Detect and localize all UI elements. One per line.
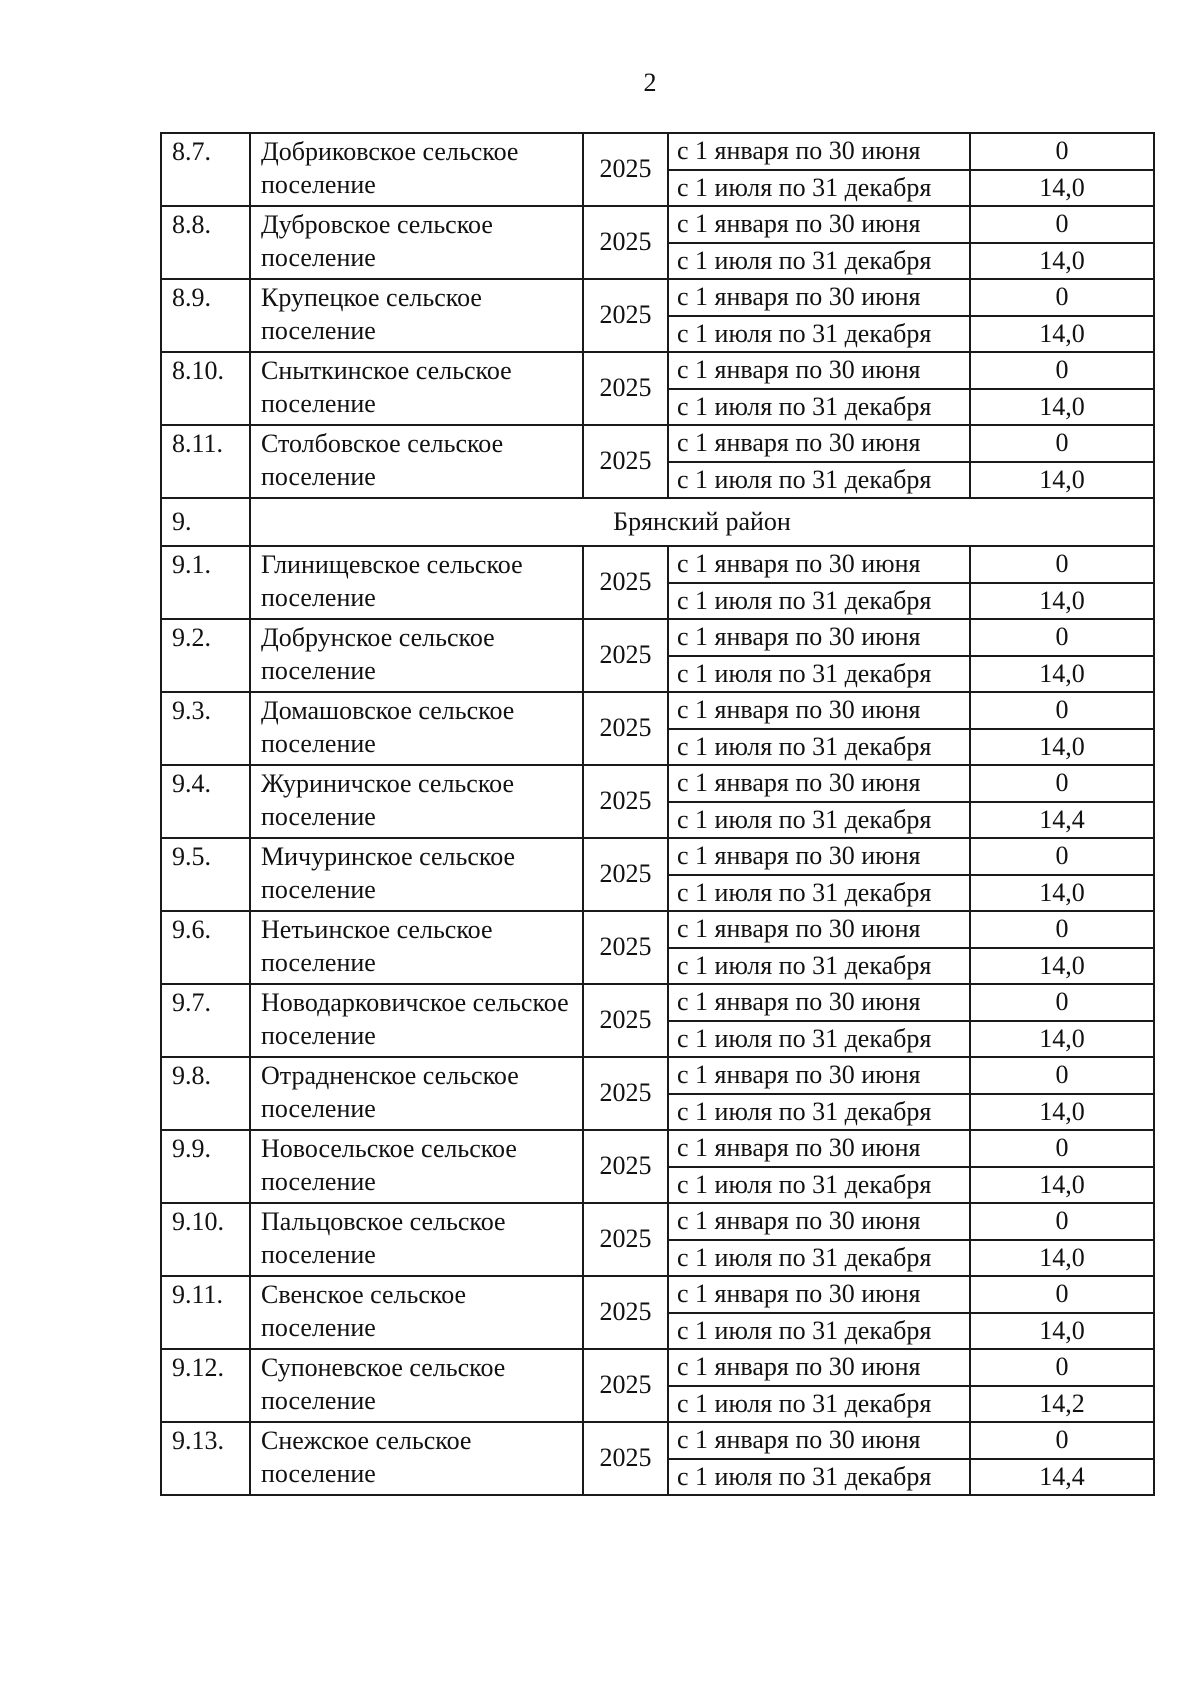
year-cell: 2025 (583, 133, 668, 206)
year-cell: 2025 (583, 279, 668, 352)
rate-second-half: 14,0 (970, 1167, 1154, 1204)
period-second-half: с 1 июля по 31 декабря (668, 802, 970, 839)
table-row (161, 765, 1154, 802)
row-number: 9.9. (161, 1130, 250, 1203)
settlement-name: Глинищевское сельское поселение (250, 546, 583, 619)
table-row (161, 692, 1154, 729)
rate-second-half: 14,0 (970, 1240, 1154, 1277)
rate-second-half: 14,0 (970, 462, 1154, 499)
period-second-half: с 1 июля по 31 декабря (668, 1167, 970, 1204)
row-number: 8.8. (161, 206, 250, 279)
period-second-half: с 1 июля по 31 декабря (668, 1240, 970, 1277)
period-second-half: с 1 июля по 31 декабря (668, 656, 970, 693)
rate-second-half: 14,0 (970, 729, 1154, 766)
tariff-table-body (161, 133, 1154, 1495)
table-row (161, 1422, 1154, 1459)
row-number: 9.7. (161, 984, 250, 1057)
table-row (161, 984, 1154, 1021)
rate-first-half: 0 (970, 1130, 1154, 1167)
district-row (161, 498, 1154, 546)
period-second-half: с 1 июля по 31 декабря (668, 1313, 970, 1350)
settlement-name: Столбовское сельское поселение (250, 425, 583, 498)
table-row (161, 1130, 1154, 1167)
year-cell: 2025 (583, 1276, 668, 1349)
year-cell: 2025 (583, 1130, 668, 1203)
table-row (161, 352, 1154, 389)
period-first-half: с 1 января по 30 июня (668, 911, 970, 948)
year-cell: 2025 (583, 838, 668, 911)
period-second-half: с 1 июля по 31 декабря (668, 1459, 970, 1496)
settlement-name: Снежское сельское поселение (250, 1422, 583, 1495)
period-second-half: с 1 июля по 31 декабря (668, 243, 970, 280)
district-name: Брянский район (250, 498, 1154, 546)
table-row (161, 279, 1154, 316)
table-row (161, 546, 1154, 583)
period-first-half: с 1 января по 30 июня (668, 765, 970, 802)
rate-second-half: 14,0 (970, 656, 1154, 693)
period-first-half: с 1 января по 30 июня (668, 838, 970, 875)
row-number: 8.10. (161, 352, 250, 425)
year-cell: 2025 (583, 1203, 668, 1276)
settlement-name: Домашовское сельское поселение (250, 692, 583, 765)
row-number: 9.1. (161, 546, 250, 619)
period-second-half: с 1 июля по 31 декабря (668, 1021, 970, 1058)
page-number: 2 (643, 68, 657, 97)
period-first-half: с 1 января по 30 июня (668, 352, 970, 389)
year-cell: 2025 (583, 1349, 668, 1422)
period-first-half: с 1 января по 30 июня (668, 206, 970, 243)
rate-first-half: 0 (970, 206, 1154, 243)
period-first-half: с 1 января по 30 июня (668, 425, 970, 462)
period-first-half: с 1 января по 30 июня (668, 1203, 970, 1240)
row-number: 9.11. (161, 1276, 250, 1349)
rate-second-half: 14,0 (970, 583, 1154, 620)
rate-first-half: 0 (970, 546, 1154, 583)
rate-first-half: 0 (970, 352, 1154, 389)
rate-first-half: 0 (970, 279, 1154, 316)
year-cell: 2025 (583, 206, 668, 279)
rate-first-half: 0 (970, 619, 1154, 656)
rate-first-half: 0 (970, 133, 1154, 170)
year-cell: 2025 (583, 546, 668, 619)
tariff-table (160, 132, 1155, 1496)
table-row (161, 1349, 1154, 1386)
rate-second-half: 14,0 (970, 243, 1154, 280)
row-number: 9.3. (161, 692, 250, 765)
period-second-half: с 1 июля по 31 декабря (668, 875, 970, 912)
rate-first-half: 0 (970, 838, 1154, 875)
settlement-name: Супоневское сельское поселение (250, 1349, 583, 1422)
table-row (161, 133, 1154, 170)
year-cell: 2025 (583, 352, 668, 425)
period-first-half: с 1 января по 30 июня (668, 692, 970, 729)
table-row (161, 1057, 1154, 1094)
table-row (161, 911, 1154, 948)
period-second-half: с 1 июля по 31 декабря (668, 1094, 970, 1131)
year-cell: 2025 (583, 984, 668, 1057)
rate-second-half: 14,4 (970, 802, 1154, 839)
period-first-half: с 1 января по 30 июня (668, 133, 970, 170)
period-second-half: с 1 июля по 31 декабря (668, 583, 970, 620)
period-first-half: с 1 января по 30 июня (668, 1130, 970, 1167)
period-first-half: с 1 января по 30 июня (668, 546, 970, 583)
table-row (161, 425, 1154, 462)
settlement-name: Крупецкое сельское поселение (250, 279, 583, 352)
settlement-name: Дубровское сельское поселение (250, 206, 583, 279)
period-second-half: с 1 июля по 31 декабря (668, 1386, 970, 1423)
period-first-half: с 1 января по 30 июня (668, 1057, 970, 1094)
district-number: 9. (161, 498, 250, 546)
rate-first-half: 0 (970, 984, 1154, 1021)
period-second-half: с 1 июля по 31 декабря (668, 170, 970, 207)
table-row (161, 619, 1154, 656)
period-second-half: с 1 июля по 31 декабря (668, 316, 970, 353)
table-row (161, 838, 1154, 875)
settlement-name: Мичуринское сельское поселение (250, 838, 583, 911)
rate-second-half: 14,2 (970, 1386, 1154, 1423)
period-second-half: с 1 июля по 31 декабря (668, 389, 970, 426)
rate-first-half: 0 (970, 1057, 1154, 1094)
year-cell: 2025 (583, 765, 668, 838)
rate-second-half: 14,0 (970, 389, 1154, 426)
rate-second-half: 14,0 (970, 170, 1154, 207)
rate-first-half: 0 (970, 1349, 1154, 1386)
settlement-name: Нетьинское сельское поселение (250, 911, 583, 984)
year-cell: 2025 (583, 425, 668, 498)
period-second-half: с 1 июля по 31 декабря (668, 462, 970, 499)
row-number: 8.7. (161, 133, 250, 206)
rate-second-half: 14,0 (970, 1313, 1154, 1350)
period-first-half: с 1 января по 30 июня (668, 1276, 970, 1313)
table-row (161, 206, 1154, 243)
rate-second-half: 14,0 (970, 1021, 1154, 1058)
rate-first-half: 0 (970, 425, 1154, 462)
row-number: 8.11. (161, 425, 250, 498)
settlement-name: Пальцовское сельское поселение (250, 1203, 583, 1276)
rate-second-half: 14,0 (970, 948, 1154, 985)
period-second-half: с 1 июля по 31 декабря (668, 948, 970, 985)
period-second-half: с 1 июля по 31 декабря (668, 729, 970, 766)
row-number: 9.4. (161, 765, 250, 838)
row-number: 9.12. (161, 1349, 250, 1422)
rate-first-half: 0 (970, 1276, 1154, 1313)
rate-first-half: 0 (970, 765, 1154, 802)
year-cell: 2025 (583, 1422, 668, 1495)
settlement-name: Сныткинское сельское поселение (250, 352, 583, 425)
row-number: 9.10. (161, 1203, 250, 1276)
rate-second-half: 14,0 (970, 875, 1154, 912)
period-first-half: с 1 января по 30 июня (668, 619, 970, 656)
year-cell: 2025 (583, 911, 668, 984)
settlement-name: Свенское сельское поселение (250, 1276, 583, 1349)
period-first-half: с 1 января по 30 июня (668, 984, 970, 1021)
year-cell: 2025 (583, 619, 668, 692)
row-number: 9.5. (161, 838, 250, 911)
rate-first-half: 0 (970, 692, 1154, 729)
rate-first-half: 0 (970, 1203, 1154, 1240)
row-number: 9.8. (161, 1057, 250, 1130)
settlement-name: Новосельское сельское поселение (250, 1130, 583, 1203)
table-row (161, 1276, 1154, 1313)
row-number: 9.2. (161, 619, 250, 692)
year-cell: 2025 (583, 1057, 668, 1130)
settlement-name: Новодарковичское сельское поселение (250, 984, 583, 1057)
settlement-name: Журиничское сельское поселение (250, 765, 583, 838)
rate-second-half: 14,4 (970, 1459, 1154, 1496)
settlement-name: Добрунское сельское поселение (250, 619, 583, 692)
period-first-half: с 1 января по 30 июня (668, 279, 970, 316)
year-cell: 2025 (583, 692, 668, 765)
settlement-name: Отрадненское сельское поселение (250, 1057, 583, 1130)
table-row (161, 1203, 1154, 1240)
settlement-name: Добриковское сельское поселение (250, 133, 583, 206)
rate-first-half: 0 (970, 911, 1154, 948)
row-number: 8.9. (161, 279, 250, 352)
rate-second-half: 14,0 (970, 316, 1154, 353)
rate-second-half: 14,0 (970, 1094, 1154, 1131)
period-first-half: с 1 января по 30 июня (668, 1349, 970, 1386)
rate-first-half: 0 (970, 1422, 1154, 1459)
row-number: 9.13. (161, 1422, 250, 1495)
period-first-half: с 1 января по 30 июня (668, 1422, 970, 1459)
row-number: 9.6. (161, 911, 250, 984)
